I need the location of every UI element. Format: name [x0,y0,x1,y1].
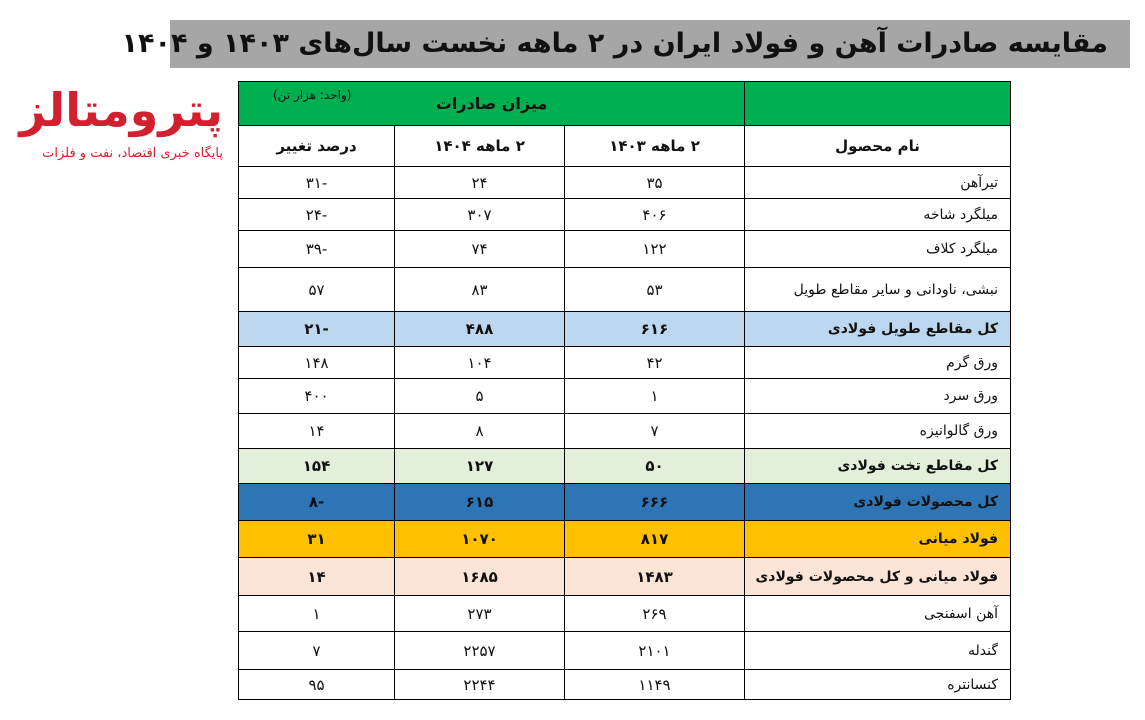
product-name: میلگرد شاخه [745,199,1011,231]
total-row-steel-products [239,484,1011,521]
group-header-cell [239,82,745,126]
value-1403: ۲۱۰۱ [565,632,745,670]
value-1404: ۱۲۷ [395,449,565,484]
product-name: گندله [745,632,1011,670]
value-1404: ۵ [395,379,565,414]
header-spacer-cell [745,82,1011,126]
value-1403: ۱۱۴۹ [565,670,745,700]
value-1403: ۴۰۶ [565,199,745,231]
group-header-label: میزان صادرات [435,94,548,113]
value-1404: ۱۶۸۵ [395,558,565,596]
value-1403: ۶۱۶ [565,312,745,347]
product-name: ورق گرم [745,347,1011,379]
value-1404: ۲۷۳ [395,596,565,632]
percent-change: ۱۴ [239,414,395,449]
value-1404: ۲۲۴۴ [395,670,565,700]
table-row [239,167,1011,199]
percent-change: -۳۹ [239,231,395,268]
table-row [239,268,1011,312]
product-name: فولاد میانی [745,521,1011,558]
product-name: کل مقاطع تخت فولادی [745,449,1011,484]
table-row [239,379,1011,414]
percent-change: ۹۵ [239,670,395,700]
total-row-semi-finished [239,521,1011,558]
value-1404: ۲۲۵۷ [395,632,565,670]
percent-change: ۵۷ [239,268,395,312]
percent-change: ۱۴۸ [239,347,395,379]
value-1403: ۶۶۶ [565,484,745,521]
value-1404: ۱۰۷۰ [395,521,565,558]
exports-table [238,81,1011,700]
brand-logo [14,80,229,175]
percent-change: ۱ [239,596,395,632]
percent-change: -۳۱ [239,167,395,199]
value-1403: ۵۰ [565,449,745,484]
col-header-1404: ۲ ماهه ۱۴۰۴ [395,126,565,167]
value-1404: ۲۴ [395,167,565,199]
percent-change: ۳۱ [239,521,395,558]
product-name: تیرآهن [745,167,1011,199]
value-1403: ۷ [565,414,745,449]
table-row [239,632,1011,670]
percent-change: ۱۴ [239,558,395,596]
value-1403: ۵۳ [565,268,745,312]
table-row [239,670,1011,700]
percent-change: ۷ [239,632,395,670]
value-1403: ۳۵ [565,167,745,199]
product-name: نبشی، ناودانی و سایر مقاطع طویل [745,268,1011,312]
product-name: ورق گالوانیزه [745,414,1011,449]
logo-tagline: پایگاه خبری اقتصاد، نفت و فلزات [42,146,223,161]
value-1404: ۴۸۸ [395,312,565,347]
table-row [239,231,1011,268]
group-header-row [239,82,1011,126]
percent-change: -۲۴ [239,199,395,231]
value-1403: ۱۲۲ [565,231,745,268]
product-name: کل محصولات فولادی [745,484,1011,521]
value-1404: ۷۴ [395,231,565,268]
value-1404: ۸ [395,414,565,449]
col-header-1403: ۲ ماهه ۱۴۰۳ [565,126,745,167]
col-header-product: نام محصول [745,126,1011,167]
product-name: کل مقاطع طویل فولادی [745,312,1011,347]
percent-change: -۸ [239,484,395,521]
percent-change: ۱۵۴ [239,449,395,484]
value-1404: ۳۰۷ [395,199,565,231]
value-1403: ۱۴۸۳ [565,558,745,596]
value-1403: ۱ [565,379,745,414]
value-1404: ۱۰۴ [395,347,565,379]
product-name: فولاد میانی و کل محصولات فولادی [745,558,1011,596]
product-name: کنسانتره [745,670,1011,700]
value-1404: ۶۱۵ [395,484,565,521]
column-header-row [239,126,1011,167]
logo-name: پترومتالز [19,83,223,137]
value-1403: ۸۱۷ [565,521,745,558]
value-1404: ۸۳ [395,268,565,312]
value-1403: ۲۶۹ [565,596,745,632]
col-header-change: درصد تغییر [239,126,395,167]
table-row [239,596,1011,632]
page-title: مقایسه صادرات آهن و فولاد ایران در ۲ ماهه نخست سال‌های ۱۴۰۳ و ۱۴۰۴ [170,20,1130,68]
unit-label: (واحد: هزار تن) [273,88,352,102]
product-name: ورق سرد [745,379,1011,414]
product-name: میلگرد کلاف [745,231,1011,268]
value-1403: ۴۲ [565,347,745,379]
subtotal-row-long-products [239,312,1011,347]
product-name: آهن اسفنجی [745,596,1011,632]
table-row [239,199,1011,231]
table-row [239,347,1011,379]
subtotal-row-flat-products [239,449,1011,484]
table-row [239,414,1011,449]
percent-change: ۴۰۰ [239,379,395,414]
grand-total-row [239,558,1011,596]
percent-change: -۲۱ [239,312,395,347]
